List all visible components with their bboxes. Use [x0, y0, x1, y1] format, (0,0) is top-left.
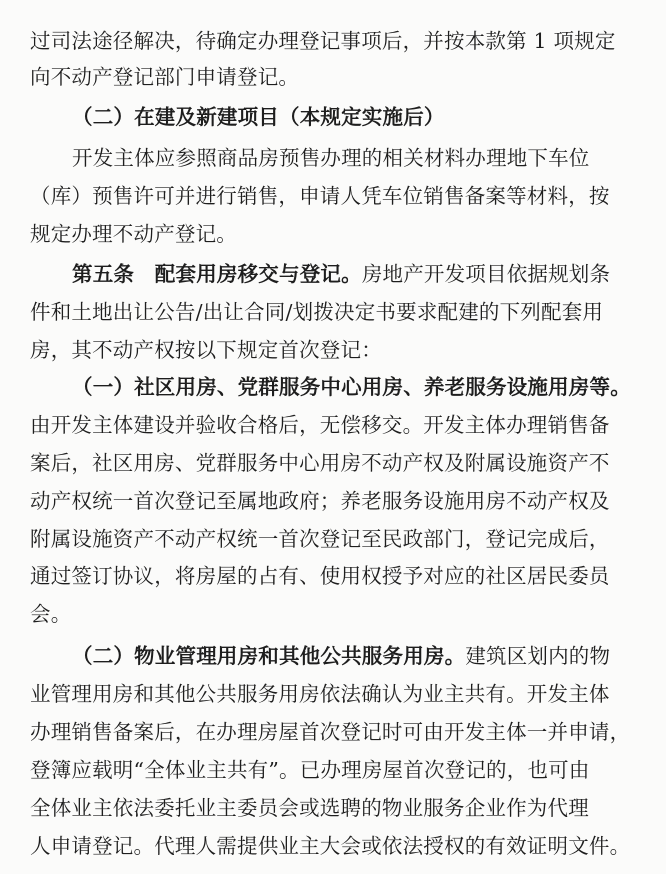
text-line-11: 由开发主体建设并验收合格后，无偿移交。开发主体办理销售备 — [30, 413, 610, 437]
text-line-19: 办理销售备案后，在办理房屋首次登记时可由开发主体一并申请， — [30, 720, 631, 744]
text-line-15: 通过签订协议，将房屋的占有、使用权授予对应的社区居民委员 — [30, 564, 610, 588]
subsection-heading-community: （一）社区用房、党群服务中心用房、养老服务设施用房等。 — [72, 375, 631, 399]
text-line-14: 附属设施资产不动产权统一首次登记至民政部门，登记完成后， — [30, 527, 610, 551]
text-line-8: 件和土地出让公告/出让合同/划拨决定书要求配建的下列配套用 — [30, 300, 604, 324]
text-line-22: 人申请登记。代理人需提供业主大会或依法授权的有效证明文件。 — [30, 834, 631, 858]
article-5-heading-line: 第五条 配套用房移交与登记。房地产开发项目依据规划条 — [72, 262, 611, 286]
text-line-6: 规定办理不动产登记。 — [30, 222, 237, 246]
text-line-20: 登簿应载明“全体业主共有”。已办理房屋首次登记的，也可由 — [30, 758, 590, 782]
text-line-9: 房，其不动产权按以下规定首次登记： — [30, 338, 382, 362]
section-heading-new-projects: （二）在建及新建项目（本规定实施后） — [72, 105, 445, 129]
text-line-13: 动产权统一首次登记至属地政府；养老服务设施用房不动产权及 — [30, 489, 610, 513]
subsection-heading-property-management: （二）物业管理用房和其他公共服务用房。建筑区划内的物 — [72, 644, 611, 668]
text-line-21: 全体业主依法委托业主委员会或选聘的物业服务企业作为代理 — [30, 796, 589, 820]
text-line-12: 案后，社区用房、党群服务中心用房不动产权及附属设施资产不 — [30, 451, 610, 475]
text-line-5: （库）预售许可并进行销售，申请人凭车位销售备案等材料，按 — [30, 184, 610, 208]
text-line-18: 业管理用房和其他公共服务用房依法确认为业主共有。开发主体 — [30, 682, 610, 706]
text-line-2: 向不动产登记部门申请登记。 — [30, 65, 300, 89]
text-line-4: 开发主体应参照商品房预售办理的相关材料办理地下车位 — [72, 146, 590, 170]
text-line-16: 会。 — [30, 602, 72, 626]
text-line-1: 过司法途径解决，待确定办理登记事项后，并按本款第 1 项规定 — [30, 29, 616, 53]
